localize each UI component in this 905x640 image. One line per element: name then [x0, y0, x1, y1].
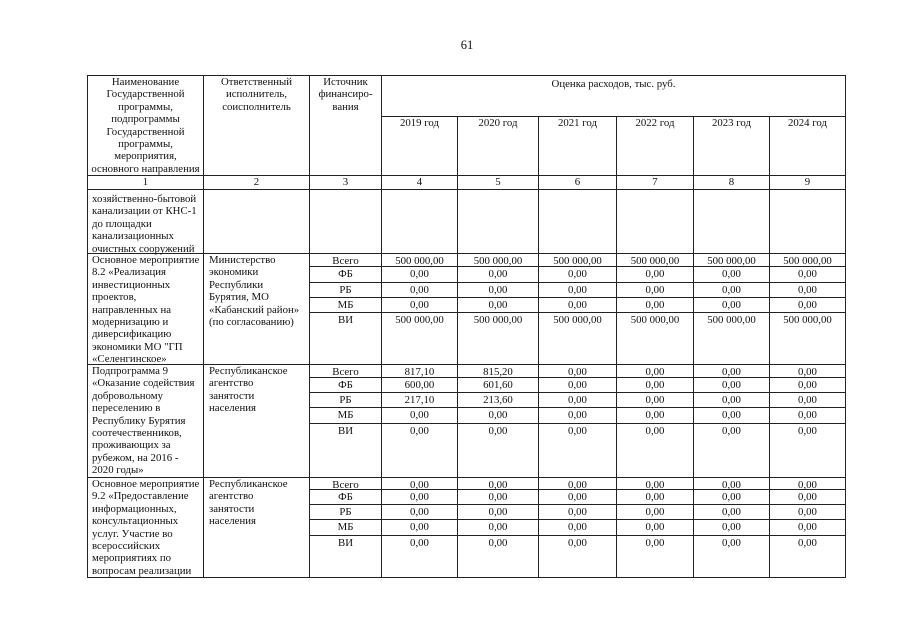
header-name-cell: Наименование Государственной программы, подпрограммы Государственной программы, мероприятия, основного направления [88, 76, 204, 176]
value-cell: 0,00 [770, 490, 846, 505]
value-cell: 0,00 [539, 478, 617, 490]
value-cell: 0,00 [382, 283, 458, 298]
value-cell: 0,00 [617, 424, 694, 478]
value-cell: 0,00 [539, 365, 617, 378]
value-cell: 0,00 [617, 490, 694, 505]
value-cell: 217,10 [382, 393, 458, 408]
value-cell: 0,00 [770, 393, 846, 408]
source-cell: ВИ [310, 313, 382, 365]
value-cell: 0,00 [458, 408, 539, 424]
value-cell: 0,00 [539, 393, 617, 408]
value-cell: 0,00 [382, 298, 458, 313]
value-cell: 601,60 [458, 378, 539, 393]
value-cell: 0,00 [617, 267, 694, 283]
executor-cell: Министерство экономики Республики Бурятия, МО «Кабанский район» (по согласованию) [204, 254, 310, 365]
value-cell: 0,00 [770, 378, 846, 393]
column-number-cell: 9 [770, 176, 846, 190]
source-cell: МБ [310, 298, 382, 313]
column-number-cell: 3 [310, 176, 382, 190]
empty-cell [458, 190, 539, 254]
value-cell: 0,00 [458, 298, 539, 313]
source-cell: МБ [310, 520, 382, 536]
source-cell: ФБ [310, 267, 382, 283]
value-cell: 0,00 [617, 283, 694, 298]
name-cell: Основное мероприятие 8.2 «Реализация инвестиционных проектов, направленных на модернизацию и диверсификацию экономики МО "ГП «Селенгинское» [88, 254, 204, 365]
value-cell: 0,00 [458, 536, 539, 578]
value-cell: 0,00 [539, 283, 617, 298]
value-cell: 500 000,00 [382, 254, 458, 267]
value-cell: 0,00 [617, 378, 694, 393]
value-cell: 0,00 [458, 505, 539, 520]
column-number-cell: 5 [458, 176, 539, 190]
value-cell: 0,00 [617, 408, 694, 424]
value-cell: 500 000,00 [694, 254, 770, 267]
value-cell: 0,00 [617, 520, 694, 536]
value-cell: 0,00 [770, 505, 846, 520]
header-year-cell: 2024 год [770, 117, 846, 176]
value-cell: 0,00 [539, 424, 617, 478]
value-cell: 0,00 [382, 424, 458, 478]
value-cell: 0,00 [694, 267, 770, 283]
value-cell: 815,20 [458, 365, 539, 378]
value-cell: 0,00 [458, 520, 539, 536]
value-cell: 0,00 [770, 520, 846, 536]
value-cell: 0,00 [382, 408, 458, 424]
value-cell: 0,00 [617, 365, 694, 378]
value-cell: 0,00 [382, 505, 458, 520]
value-cell: 0,00 [694, 424, 770, 478]
header-year-cell: 2021 год [539, 117, 617, 176]
column-number-cell: 6 [539, 176, 617, 190]
column-number-cell: 2 [204, 176, 310, 190]
source-cell: ВИ [310, 536, 382, 578]
value-cell: 0,00 [458, 283, 539, 298]
value-cell: 500 000,00 [539, 254, 617, 267]
value-cell: 0,00 [694, 536, 770, 578]
value-cell: 0,00 [539, 378, 617, 393]
value-cell: 0,00 [694, 298, 770, 313]
empty-cell [310, 190, 382, 254]
value-cell: 0,00 [694, 408, 770, 424]
value-cell: 0,00 [694, 478, 770, 490]
value-cell: 0,00 [458, 490, 539, 505]
source-cell: РБ [310, 283, 382, 298]
value-cell: 500 000,00 [694, 313, 770, 365]
value-cell: 500 000,00 [382, 313, 458, 365]
value-cell: 500 000,00 [617, 254, 694, 267]
source-cell: РБ [310, 505, 382, 520]
value-cell: 0,00 [617, 478, 694, 490]
value-cell: 0,00 [694, 393, 770, 408]
header-year-cell: 2022 год [617, 117, 694, 176]
value-cell: 0,00 [382, 490, 458, 505]
value-cell: 0,00 [617, 393, 694, 408]
value-cell: 500 000,00 [617, 313, 694, 365]
value-cell: 0,00 [458, 267, 539, 283]
empty-cell [382, 190, 458, 254]
name-cell: Подпрограмма 9 «Оказание содействия добровольному переселению в Республику Бурятия соотечественников, проживающих за рубежом, на 2016 - 2020 годы» [88, 365, 204, 478]
value-cell: 500 000,00 [458, 254, 539, 267]
value-cell: 0,00 [539, 520, 617, 536]
value-cell: 0,00 [382, 267, 458, 283]
value-cell: 500 000,00 [770, 254, 846, 267]
value-cell: 0,00 [694, 378, 770, 393]
empty-cell [770, 190, 846, 254]
header-executor-cell: Ответственный исполнитель, соисполнитель [204, 76, 310, 176]
value-cell: 500 000,00 [539, 313, 617, 365]
continuation-name-cell: хозяйственно-бытовой канализации от КНС-1 до площадки канализационных очистных сооружений [88, 190, 204, 254]
value-cell: 0,00 [694, 490, 770, 505]
value-cell: 0,00 [694, 365, 770, 378]
empty-cell [204, 190, 310, 254]
value-cell: 213,60 [458, 393, 539, 408]
source-cell: Всего [310, 478, 382, 490]
value-cell: 0,00 [382, 478, 458, 490]
value-cell: 817,10 [382, 365, 458, 378]
value-cell: 0,00 [770, 267, 846, 283]
source-cell: МБ [310, 408, 382, 424]
value-cell: 0,00 [617, 536, 694, 578]
empty-cell [694, 190, 770, 254]
value-cell: 0,00 [539, 267, 617, 283]
source-cell: Всего [310, 365, 382, 378]
name-cell: Основное мероприятие 9.2 «Предоставление информационных, консультационных услуг. Участие во всероссийских мероприятиях по вопросам реализации [88, 478, 204, 578]
column-number-cell: 1 [88, 176, 204, 190]
header-source-cell: Источник финансиро- вания [310, 76, 382, 176]
value-cell: 0,00 [617, 298, 694, 313]
value-cell: 0,00 [770, 536, 846, 578]
source-cell: ФБ [310, 378, 382, 393]
column-number-cell: 4 [382, 176, 458, 190]
empty-cell [617, 190, 694, 254]
value-cell: 0,00 [770, 283, 846, 298]
page-number: 61 [460, 38, 474, 52]
source-cell: РБ [310, 393, 382, 408]
value-cell: 0,00 [770, 424, 846, 478]
header-year-cell: 2020 год [458, 117, 539, 176]
value-cell: 0,00 [770, 408, 846, 424]
value-cell: 0,00 [770, 478, 846, 490]
value-cell: 0,00 [539, 505, 617, 520]
source-cell: Всего [310, 254, 382, 267]
value-cell: 0,00 [770, 365, 846, 378]
column-number-cell: 7 [617, 176, 694, 190]
value-cell: 0,00 [770, 298, 846, 313]
value-cell: 0,00 [382, 520, 458, 536]
source-cell: ВИ [310, 424, 382, 478]
executor-cell: Республиканское агентство занятости населения [204, 365, 310, 478]
value-cell: 500 000,00 [458, 313, 539, 365]
value-cell: 0,00 [617, 505, 694, 520]
executor-cell: Республиканское агентство занятости населения [204, 478, 310, 578]
source-cell: ФБ [310, 490, 382, 505]
value-cell: 0,00 [539, 490, 617, 505]
empty-cell [539, 190, 617, 254]
header-expenses-cell: Оценка расходов, тыс. руб. [382, 76, 846, 117]
expenses-table [87, 75, 846, 578]
header-year-cell: 2019 год [382, 117, 458, 176]
value-cell: 500 000,00 [770, 313, 846, 365]
value-cell: 0,00 [694, 283, 770, 298]
value-cell: 0,00 [694, 520, 770, 536]
column-number-cell: 8 [694, 176, 770, 190]
value-cell: 0,00 [694, 505, 770, 520]
value-cell: 0,00 [458, 478, 539, 490]
value-cell: 0,00 [539, 408, 617, 424]
value-cell: 600,00 [382, 378, 458, 393]
header-year-cell: 2023 год [694, 117, 770, 176]
value-cell: 0,00 [458, 424, 539, 478]
value-cell: 0,00 [382, 536, 458, 578]
value-cell: 0,00 [539, 298, 617, 313]
value-cell: 0,00 [539, 536, 617, 578]
